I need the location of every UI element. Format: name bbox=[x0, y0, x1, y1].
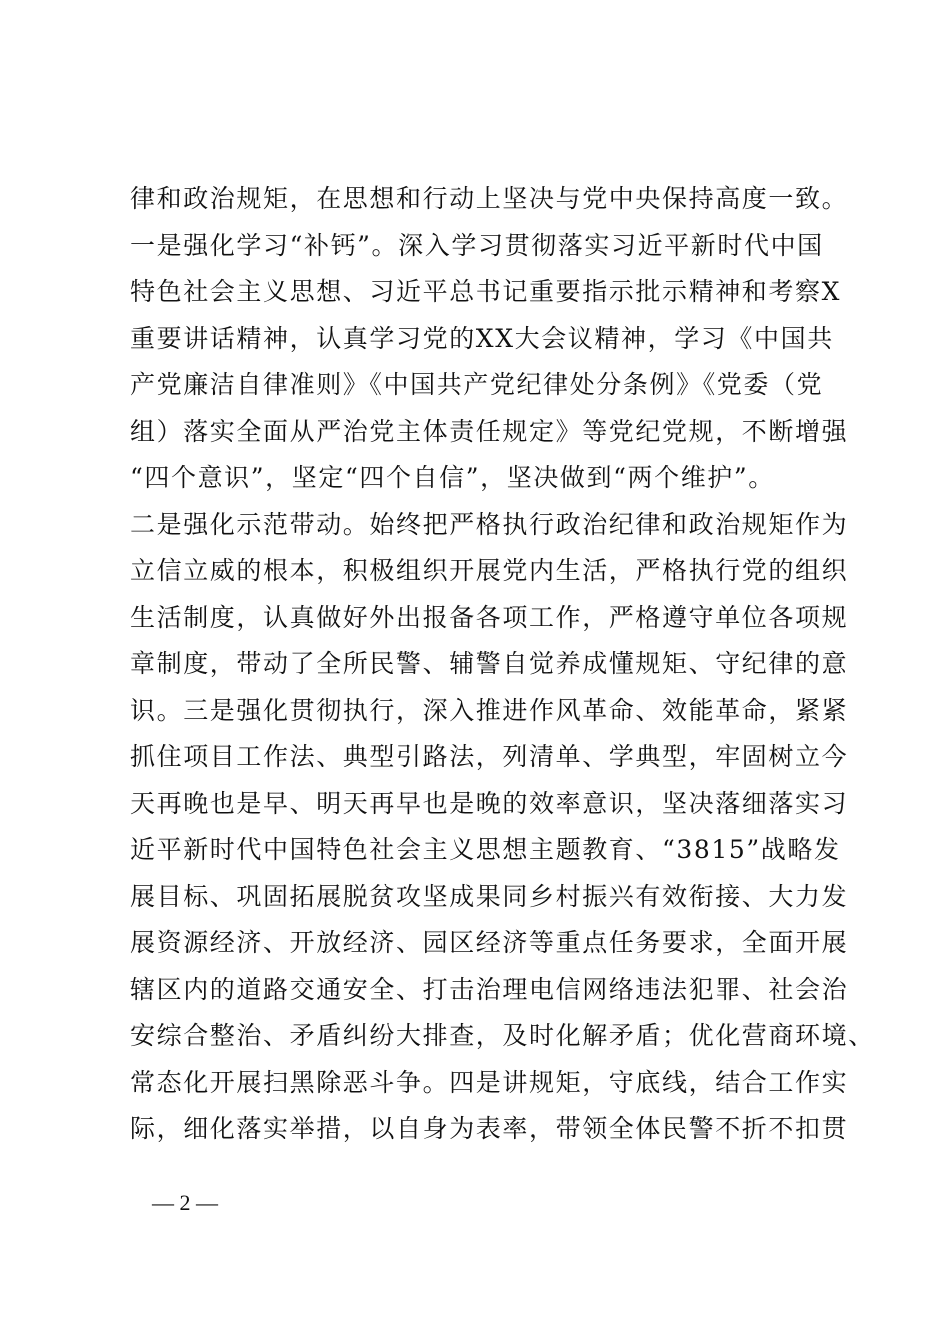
text-line: 立信立威的根本，积极组织开展党内生活，严格执行党的组织 bbox=[130, 556, 849, 585]
text-line: 识。三是强化贯彻执行，深入推进作风革命、效能革命，紧紧 bbox=[130, 695, 849, 725]
text-line: 律和政治规矩，在思想和行动上坚决与党中央保持高度一致。 bbox=[130, 184, 849, 213]
text-line: 组）落实全面从严治党主体责任规定》等党纪党规，不断增强 bbox=[130, 416, 849, 446]
page-number: — 2 — bbox=[152, 1190, 218, 1215]
text-line: 际，细化落实举措，以自身为表率，带领全体民警不折不扣贯 bbox=[130, 1114, 849, 1143]
body-text bbox=[130, 176, 875, 1153]
text-line: 展目标、巩固拓展脱贫攻坚成果同乡村振兴有效衔接、大力发 bbox=[130, 881, 849, 911]
text-line: “四个意识”，坚定“四个自信”，坚决做到“两个维护”。 bbox=[130, 463, 775, 492]
text-line: 天再晚也是早、明天再早也是晚的效率意识，坚决落细落实习 bbox=[130, 788, 849, 818]
text-line: 产党廉洁自律准则》《中国共产党纪律处分条例》《党委（党 bbox=[130, 370, 824, 399]
text-line: 一是强化学习“补钙”。深入学习贯彻落实习近平新时代中国 bbox=[130, 230, 824, 260]
text-line: 展资源经济、开放经济、园区经济等重点任务要求，全面开展 bbox=[130, 928, 849, 957]
text-line: 近平新时代中国特色社会主义思想主题教育、“3815”战略发 bbox=[130, 835, 841, 864]
text-line: 重要讲话精神，认真学习党的XX大会议精神，学习《中国共 bbox=[130, 323, 834, 353]
text-line: 章制度，带动了全所民警、辅警自觉养成懂规矩、守纪律的意 bbox=[130, 649, 849, 678]
text-line: 安综合整治、矛盾纠纷大排查，及时化解矛盾；优化营商环境、 bbox=[130, 1021, 875, 1050]
text-line: 二是强化示范带动。始终把严格执行政治纪律和政治规矩作为 bbox=[130, 509, 849, 539]
text-line: 辖区内的道路交通安全、打击治理电信网络违法犯罪、社会治 bbox=[130, 974, 849, 1004]
text-line: 特色社会主义思想、习近平总书记重要指示批示精神和考察X bbox=[130, 277, 841, 306]
text-line: 生活制度，认真做好外出报备各项工作，严格遵守单位各项规 bbox=[130, 602, 849, 632]
text-line: 抓住项目工作法、典型引路法，列清单、学典型，牢固树立今 bbox=[130, 742, 849, 771]
text-line: 常态化开展扫黑除恶斗争。四是讲规矩，守底线，结合工作实 bbox=[130, 1067, 849, 1097]
